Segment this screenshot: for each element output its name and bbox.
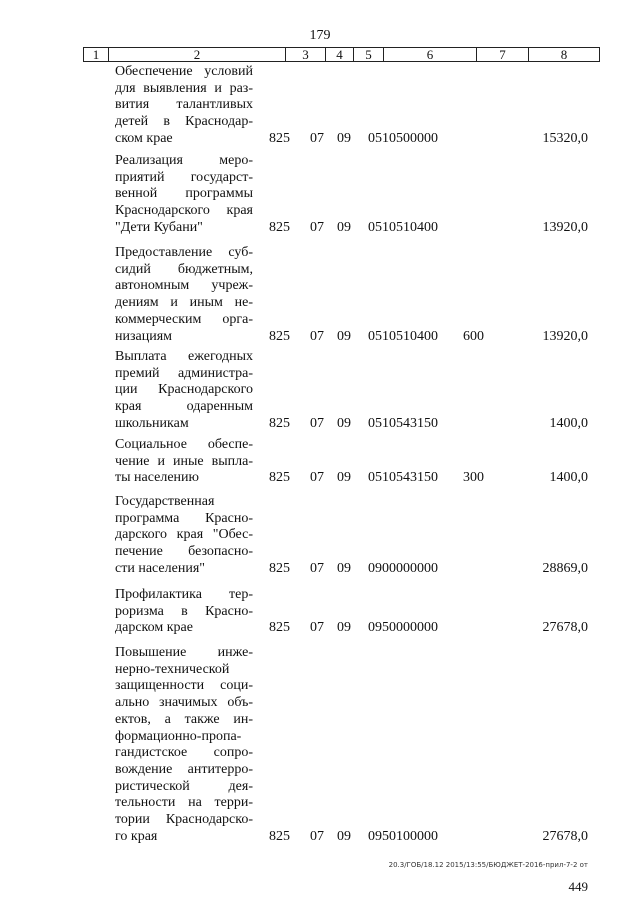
description-line: роризма в Красно-: [115, 603, 253, 619]
column-header-4: 4: [326, 48, 354, 61]
row-description: [115, 437, 253, 487]
description-line: низациям: [115, 328, 173, 344]
cell-c4: 07: [310, 828, 324, 844]
cell-c7: 600: [463, 328, 484, 344]
description-line: дарского края "Обес-: [115, 527, 253, 543]
cell-c8: 13920,0: [542, 328, 588, 344]
cell-c5: 09: [337, 415, 351, 431]
description-line: автономным учреж-: [115, 278, 253, 294]
column-header-7: 7: [477, 48, 529, 61]
description-line: нерно-технической: [115, 661, 230, 677]
description-line: тории Краснодарско-: [115, 812, 253, 828]
description-line: печение безопасно-: [115, 544, 253, 560]
description-line: ты населению: [115, 470, 199, 486]
description-line: ектов, а также ин-: [115, 711, 253, 727]
column-header-3: 3: [286, 48, 326, 61]
description-line: ристической дея-: [115, 778, 253, 794]
cell-c8: 15320,0: [542, 130, 588, 146]
row-description: [115, 64, 253, 148]
cell-c4: 07: [310, 219, 324, 235]
row-description: [115, 153, 253, 237]
cell-c3: 825: [269, 219, 290, 235]
description-line: ском крае: [115, 130, 173, 146]
cell-c4: 07: [310, 470, 324, 486]
description-line: Выплата ежегодных: [115, 349, 253, 364]
description-line: чение и иные выпла-: [115, 453, 253, 469]
cell-c6: 0950000000: [368, 620, 438, 636]
description-line: дарском крае: [115, 620, 193, 636]
column-header-1: 1: [84, 48, 109, 61]
cell-c5: 09: [337, 219, 351, 235]
cell-c8: 28869,0: [542, 560, 588, 576]
row-description: [115, 494, 253, 578]
cell-c3: 825: [269, 130, 290, 146]
cell-c4: 07: [310, 130, 324, 146]
description-line: края одаренным: [115, 399, 253, 415]
row-description: [115, 645, 253, 845]
description-line: премий администра-: [115, 365, 253, 381]
column-header-2: 2: [109, 48, 286, 61]
description-line: программа Красно-: [115, 510, 253, 526]
cell-c8: 27678,0: [542, 620, 588, 636]
description-line: Реализация меро-: [115, 153, 253, 168]
description-line: "Дети Кубани": [115, 219, 203, 235]
cell-c3: 825: [269, 415, 290, 431]
column-header-5: 5: [354, 48, 384, 61]
row-description: [115, 245, 253, 345]
description-line: детей в Краснодар-: [115, 114, 253, 130]
document-stamp: 20.3/ГОБ/18.12 2015/13:55/БЮДЖЕТ-2016-прил-7-2 от: [388, 861, 588, 869]
cell-c6: 0950100000: [368, 828, 438, 844]
cell-c5: 09: [337, 620, 351, 636]
cell-c8: 1400,0: [549, 470, 588, 486]
cell-c3: 825: [269, 560, 290, 576]
description-line: вития талантливых: [115, 97, 253, 113]
sheet-number: 449: [568, 879, 588, 894]
description-line: коммерческим орга-: [115, 311, 253, 327]
cell-c4: 07: [310, 415, 324, 431]
row-description: [115, 587, 253, 637]
description-line: гандистское сопро-: [115, 745, 253, 761]
cell-c5: 09: [337, 828, 351, 844]
description-line: для выявления и раз-: [115, 80, 253, 96]
cell-c3: 825: [269, 828, 290, 844]
description-line: тельности на терри-: [115, 795, 253, 811]
cell-c6: 0510510400: [368, 219, 438, 235]
description-line: школьникам: [115, 415, 189, 431]
column-header-8: 8: [560, 47, 568, 62]
cell-c7: 300: [463, 470, 484, 486]
cell-c6: 0510510400: [368, 328, 438, 344]
cell-c3: 825: [269, 328, 290, 344]
description-line: Государственная: [115, 494, 215, 509]
column-header-6: 6: [384, 48, 477, 61]
page-number: 179: [309, 28, 331, 43]
description-line: Обеспечение условий: [115, 64, 253, 79]
description-line: венной программы: [115, 186, 253, 202]
description-line: Повышение инже-: [115, 645, 253, 660]
description-line: сти населения": [115, 560, 205, 576]
cell-c8: 1400,0: [549, 415, 588, 431]
description-line: ально значимых объ-: [115, 695, 253, 711]
cell-c5: 09: [337, 130, 351, 146]
column-header-row: [83, 47, 600, 62]
cell-c4: 07: [310, 560, 324, 576]
description-line: го края: [115, 828, 158, 844]
description-line: формационно-пропа-: [115, 728, 242, 744]
cell-c6: 0510500000: [368, 130, 438, 146]
cell-c5: 09: [337, 328, 351, 344]
cell-c5: 09: [337, 470, 351, 486]
row-description: [115, 349, 253, 433]
description-line: Предоставление суб-: [115, 245, 253, 260]
cell-c4: 07: [310, 620, 324, 636]
cell-c3: 825: [269, 470, 290, 486]
cell-c6: 0510543150: [368, 415, 438, 431]
cell-c8: 27678,0: [542, 828, 588, 844]
description-line: дениям и иным не-: [115, 295, 253, 311]
cell-c4: 07: [310, 328, 324, 344]
cell-c6: 0510543150: [368, 470, 438, 486]
description-line: вождение антитерро-: [115, 761, 253, 777]
cell-c8: 13920,0: [542, 219, 588, 235]
cell-c3: 825: [269, 620, 290, 636]
description-line: Профилактика тер-: [115, 587, 253, 602]
cell-c5: 09: [337, 560, 351, 576]
description-line: защищенности соци-: [115, 678, 253, 694]
description-line: сидий бюджетным,: [115, 261, 253, 277]
description-line: Краснодарского края: [115, 203, 253, 219]
description-line: Социальное обеспе-: [115, 437, 253, 452]
description-line: ции Краснодарского: [115, 382, 253, 398]
description-line: приятий государст-: [115, 169, 253, 185]
cell-c6: 0900000000: [368, 560, 438, 576]
